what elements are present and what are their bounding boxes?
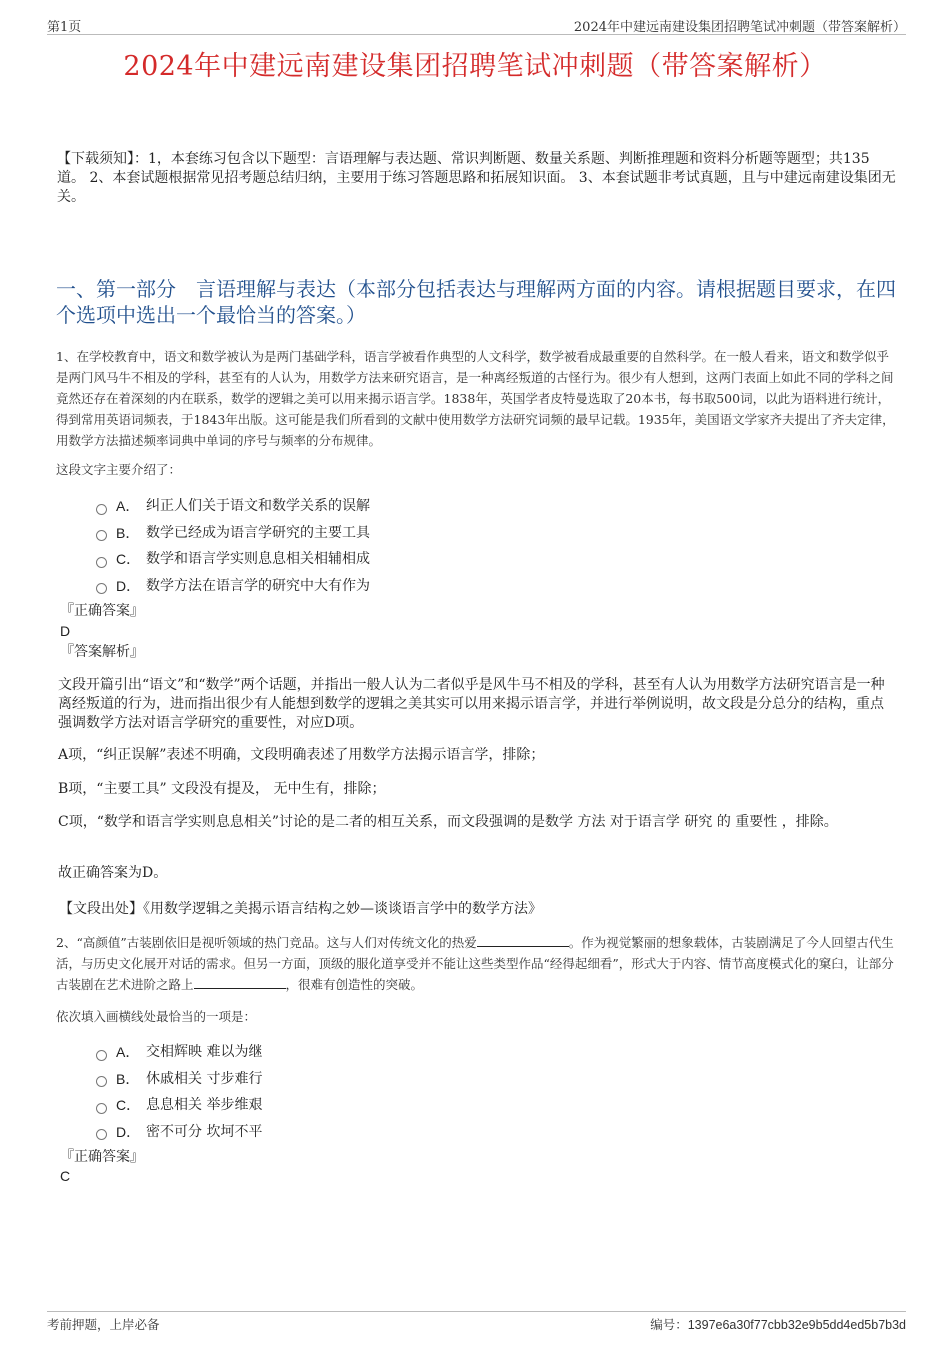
page-header [47,14,906,35]
radio-icon[interactable] [96,1129,107,1140]
fill-blank-1[interactable] [477,934,569,947]
q2-option-b[interactable]: B． 休戚相关 寸步难行 [96,1066,696,1093]
q1-analysis-p1: 文段开篇引出“语文”和“数学”两个话题，并指出一般人认为二者似乎是风牛马不相及的学科，甚至有人认为用数学方法研究语言是一种离经叛道的行为，进而指出很少有人能想到数学的逻辑之美其实可以用来揭示语言学，并进行举例说明，故文段是分总分的结构，重点强调数学方法对语言学研究的重要性，对应D项。 [58,677,885,731]
q2-options [96,1039,696,1145]
section-heading: 一、第一部分 言语理解与表达（本部分包括表达与理解两方面的内容。请根据题目要求，在四个选项中选出一个最恰当的答案。） [56,277,896,327]
page-number: 第1页 [47,20,82,35]
fill-blank-2[interactable] [194,976,286,989]
q1-passage: 1、在学校教育中，语文和数学被认为是两门基础学科，语言学被看作典型的人文科学，数学被看成最重要的自然科学。在一般人看来，语文和数学似乎是两门风马牛不相及的学科，甚至有的人认为，用数学方法来研究语言，是一种离经叛道的古怪行为。很少有人想到，这两门表面上如此不同的学科之间竟然还存在着深刻的内在联系，数学的逻辑之美可以用来揭示语言学。1838年，英国学者皮特曼选取了20本书，每书取500词，以此为语料进行统计，得到常用英语词频表，于1843年出版。这可能是我们所看到的文献中使用数学方法研究词频的最早记载。1935年，美国语文学家齐夫提出了齐夫定律，用数学方法描述频率词典中单词的序号与频率的分布规律。 [56,349,895,448]
header-doc-title: 2024年中建远南建设集团招聘笔试冲刺题（带答案解析） [573,20,906,35]
radio-icon[interactable] [96,1103,107,1114]
radio-icon[interactable] [96,1050,107,1061]
q1-option-c[interactable]: C． 数学和语言学实则息息相关相辅相成 [96,546,696,573]
radio-icon[interactable] [96,504,107,515]
radio-icon[interactable] [96,557,107,568]
radio-icon[interactable] [96,1076,107,1087]
page-footer [47,1311,906,1334]
q1-stem: 这段文字主要介绍了： [56,462,182,477]
q1-answer: D [60,623,71,639]
q2-answer: C [60,1168,71,1184]
footer-serial: 编号：1397e6a30f77cbb32e9b5dd4ed5b7b3d [650,1317,906,1332]
radio-icon[interactable] [96,530,107,541]
serial-code: 1397e6a30f77cbb32e9b5dd4ed5b7b3d [687,1318,906,1332]
q1-analysis-p4: C项，“数学和语言学实则息息相关”讨论的是二者的相互关系，而文段强调的是数学 方法 对于语言学 研究 的 重要性 ，排除。 [58,814,838,830]
q1-option-d[interactable]: D． 数学方法在语言学的研究中大有作为 [96,573,696,600]
q2-passage: 2、“高颜值”古装剧依旧是视听领域的热门竞品。这与人们对传统文化的热爱 。作为视觉繁丽的想象载体，古装剧满足了今人回望古代生活，与历史文化展开对话的需求。但另一方面，顶级的服化道享受并不能让这些类型作品“经得起细看”，形式大于内容、情节高度模式化的窠臼，让部分古装剧在艺术进阶之路上 ，很难有创造性的突破。 [56,935,894,992]
download-notice: 【下载须知】：1，本套练习包含以下题型：言语理解与表达题、常识判断题、数量关系题、判断推理题和资料分析题等题型；共135道。 2、本套试题根据常见招考题总结归纳，主要用于练习答题思路和拓展知识面。 3、本套试题非考试真题，且与中建远南建设集团无关。 [57,151,896,205]
footer-slogan: 考前押题，上岸必备 [47,1317,160,1332]
q1-options [96,493,696,599]
q1-answer-label: 『正确答案』 [60,603,144,619]
q2-answer-label: 『正确答案』 [60,1149,144,1165]
q1-analysis-label: 『答案解析』 [60,644,144,660]
q1-analysis-p5: 故正确答案为D。 [58,865,168,881]
radio-icon[interactable] [96,583,107,594]
q2-stem: 依次填入画横线处最恰当的一项是： [56,1009,257,1024]
q1-option-a[interactable]: A． 纠正人们关于语文和数学关系的误解 [96,493,696,520]
q2-option-d[interactable]: D． 密不可分 坎坷不平 [96,1119,696,1146]
q1-option-b[interactable]: B． 数学已经成为语言学研究的主要工具 [96,520,696,547]
q1-source: 【文段出处】《用数学逻辑之美揭示语言结构之妙—谈谈语言学中的数学方法》 [59,901,542,917]
q2-option-c[interactable]: C． 息息相关 举步维艰 [96,1092,696,1119]
q1-analysis-p2: A项，“纠正误解”表述不明确，文段明确表述了用数学方法揭示语言学，排除； [58,747,545,763]
page-title: 2024年中建远南建设集团招聘笔试冲刺题（带答案解析） [123,51,827,82]
q2-option-a[interactable]: A． 交相辉映 难以为继 [96,1039,696,1066]
q1-analysis-p3: B项，“主要工具” 文段没有提及， 无中生有，排除； [58,781,386,797]
